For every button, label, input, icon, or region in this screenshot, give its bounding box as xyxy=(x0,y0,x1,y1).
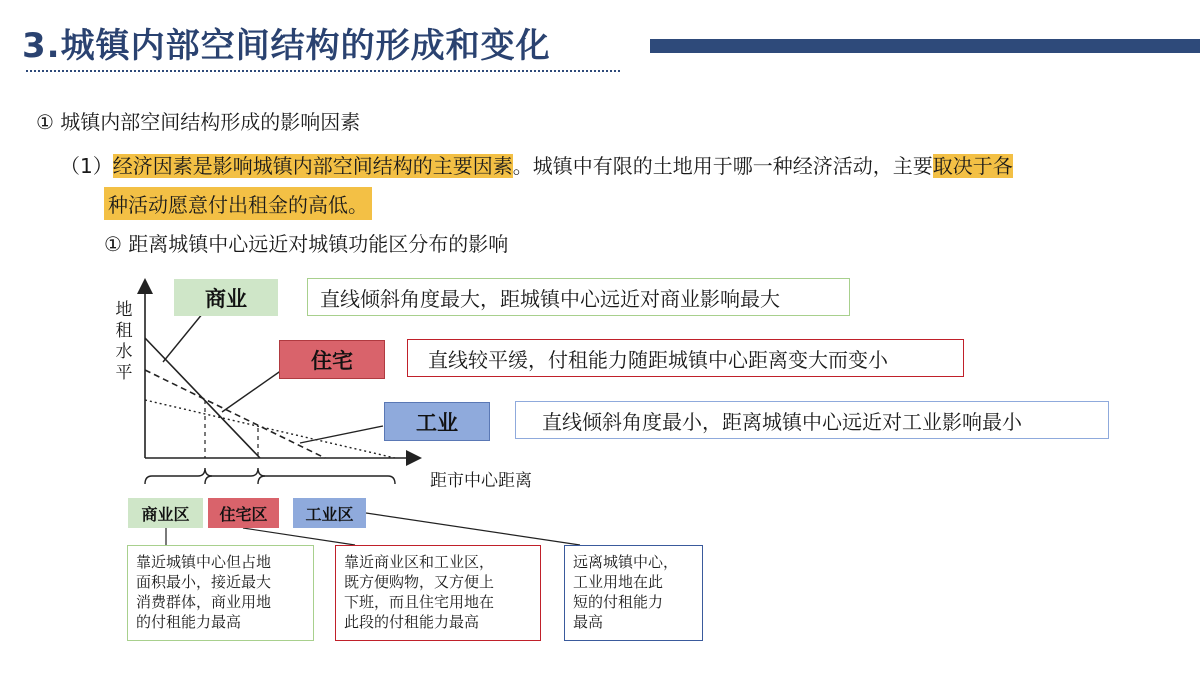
x-axis-label: 距市中心距离 xyxy=(430,471,532,491)
note-industry: 远离城镇中心， 工业用地在此 短的付租能力 最高 xyxy=(564,545,703,641)
zone-commerce: 商业区 xyxy=(128,498,203,528)
label-industry: 工业 xyxy=(384,402,490,441)
highlight-main-factor: 经济因素是影响城镇内部空间结构的主要因素 xyxy=(112,154,513,178)
zone-industry: 工业区 xyxy=(293,498,366,528)
paragraph-line-2: 种活动愿意付出租金的高低。 xyxy=(104,187,372,220)
leader-industry xyxy=(300,426,383,443)
note-residential: 靠近商业区和工业区， 既方便购物，又方便上 下班，而且住宅用地在 此段的付租能力最高 xyxy=(335,545,541,641)
section-heading: ① 城镇内部空间结构形成的影响因素 xyxy=(36,110,361,134)
sub-heading: ① 距离城镇中心远近对城镇功能区分布的影响 xyxy=(104,232,509,256)
desc-residential: 直线较平缓，付租能力随距城镇中心距离变大而变小 xyxy=(407,339,964,377)
zone-residential: 住宅区 xyxy=(208,498,279,528)
desc-commerce: 直线倾斜角度最大，距城镇中心远近对商业影响最大 xyxy=(307,278,850,316)
brace-commerce xyxy=(145,468,212,484)
page-title: 3.城镇内部空间结构的形成和变化 xyxy=(22,26,551,66)
desc-industry: 直线倾斜角度最小，距离城镇中心远近对工业影响最小 xyxy=(515,401,1109,439)
leader-zone-residential xyxy=(243,528,355,545)
leader-zone-industry xyxy=(366,513,580,545)
note-commerce: 靠近城镇中心但占地 面积最小，接近最大 消费群体，商业用地 的付租能力最高 xyxy=(127,545,314,641)
brace-residential xyxy=(205,468,265,484)
industry-rent-line xyxy=(145,400,395,458)
brace-industry xyxy=(258,476,395,484)
y-axis-label: 地租水平 xyxy=(115,300,133,383)
leader-residential xyxy=(222,370,282,412)
residential-rent-line xyxy=(145,370,325,458)
paragraph-number: （1） xyxy=(60,154,113,178)
leader-commerce xyxy=(163,313,203,362)
paragraph-middle: 。城镇中有限的土地用于哪一种经济活动，主要 xyxy=(512,154,933,178)
highlight-depends: 取决于各 xyxy=(932,154,1013,178)
label-residential: 住宅 xyxy=(279,340,385,379)
label-commerce: 商业 xyxy=(174,279,278,316)
